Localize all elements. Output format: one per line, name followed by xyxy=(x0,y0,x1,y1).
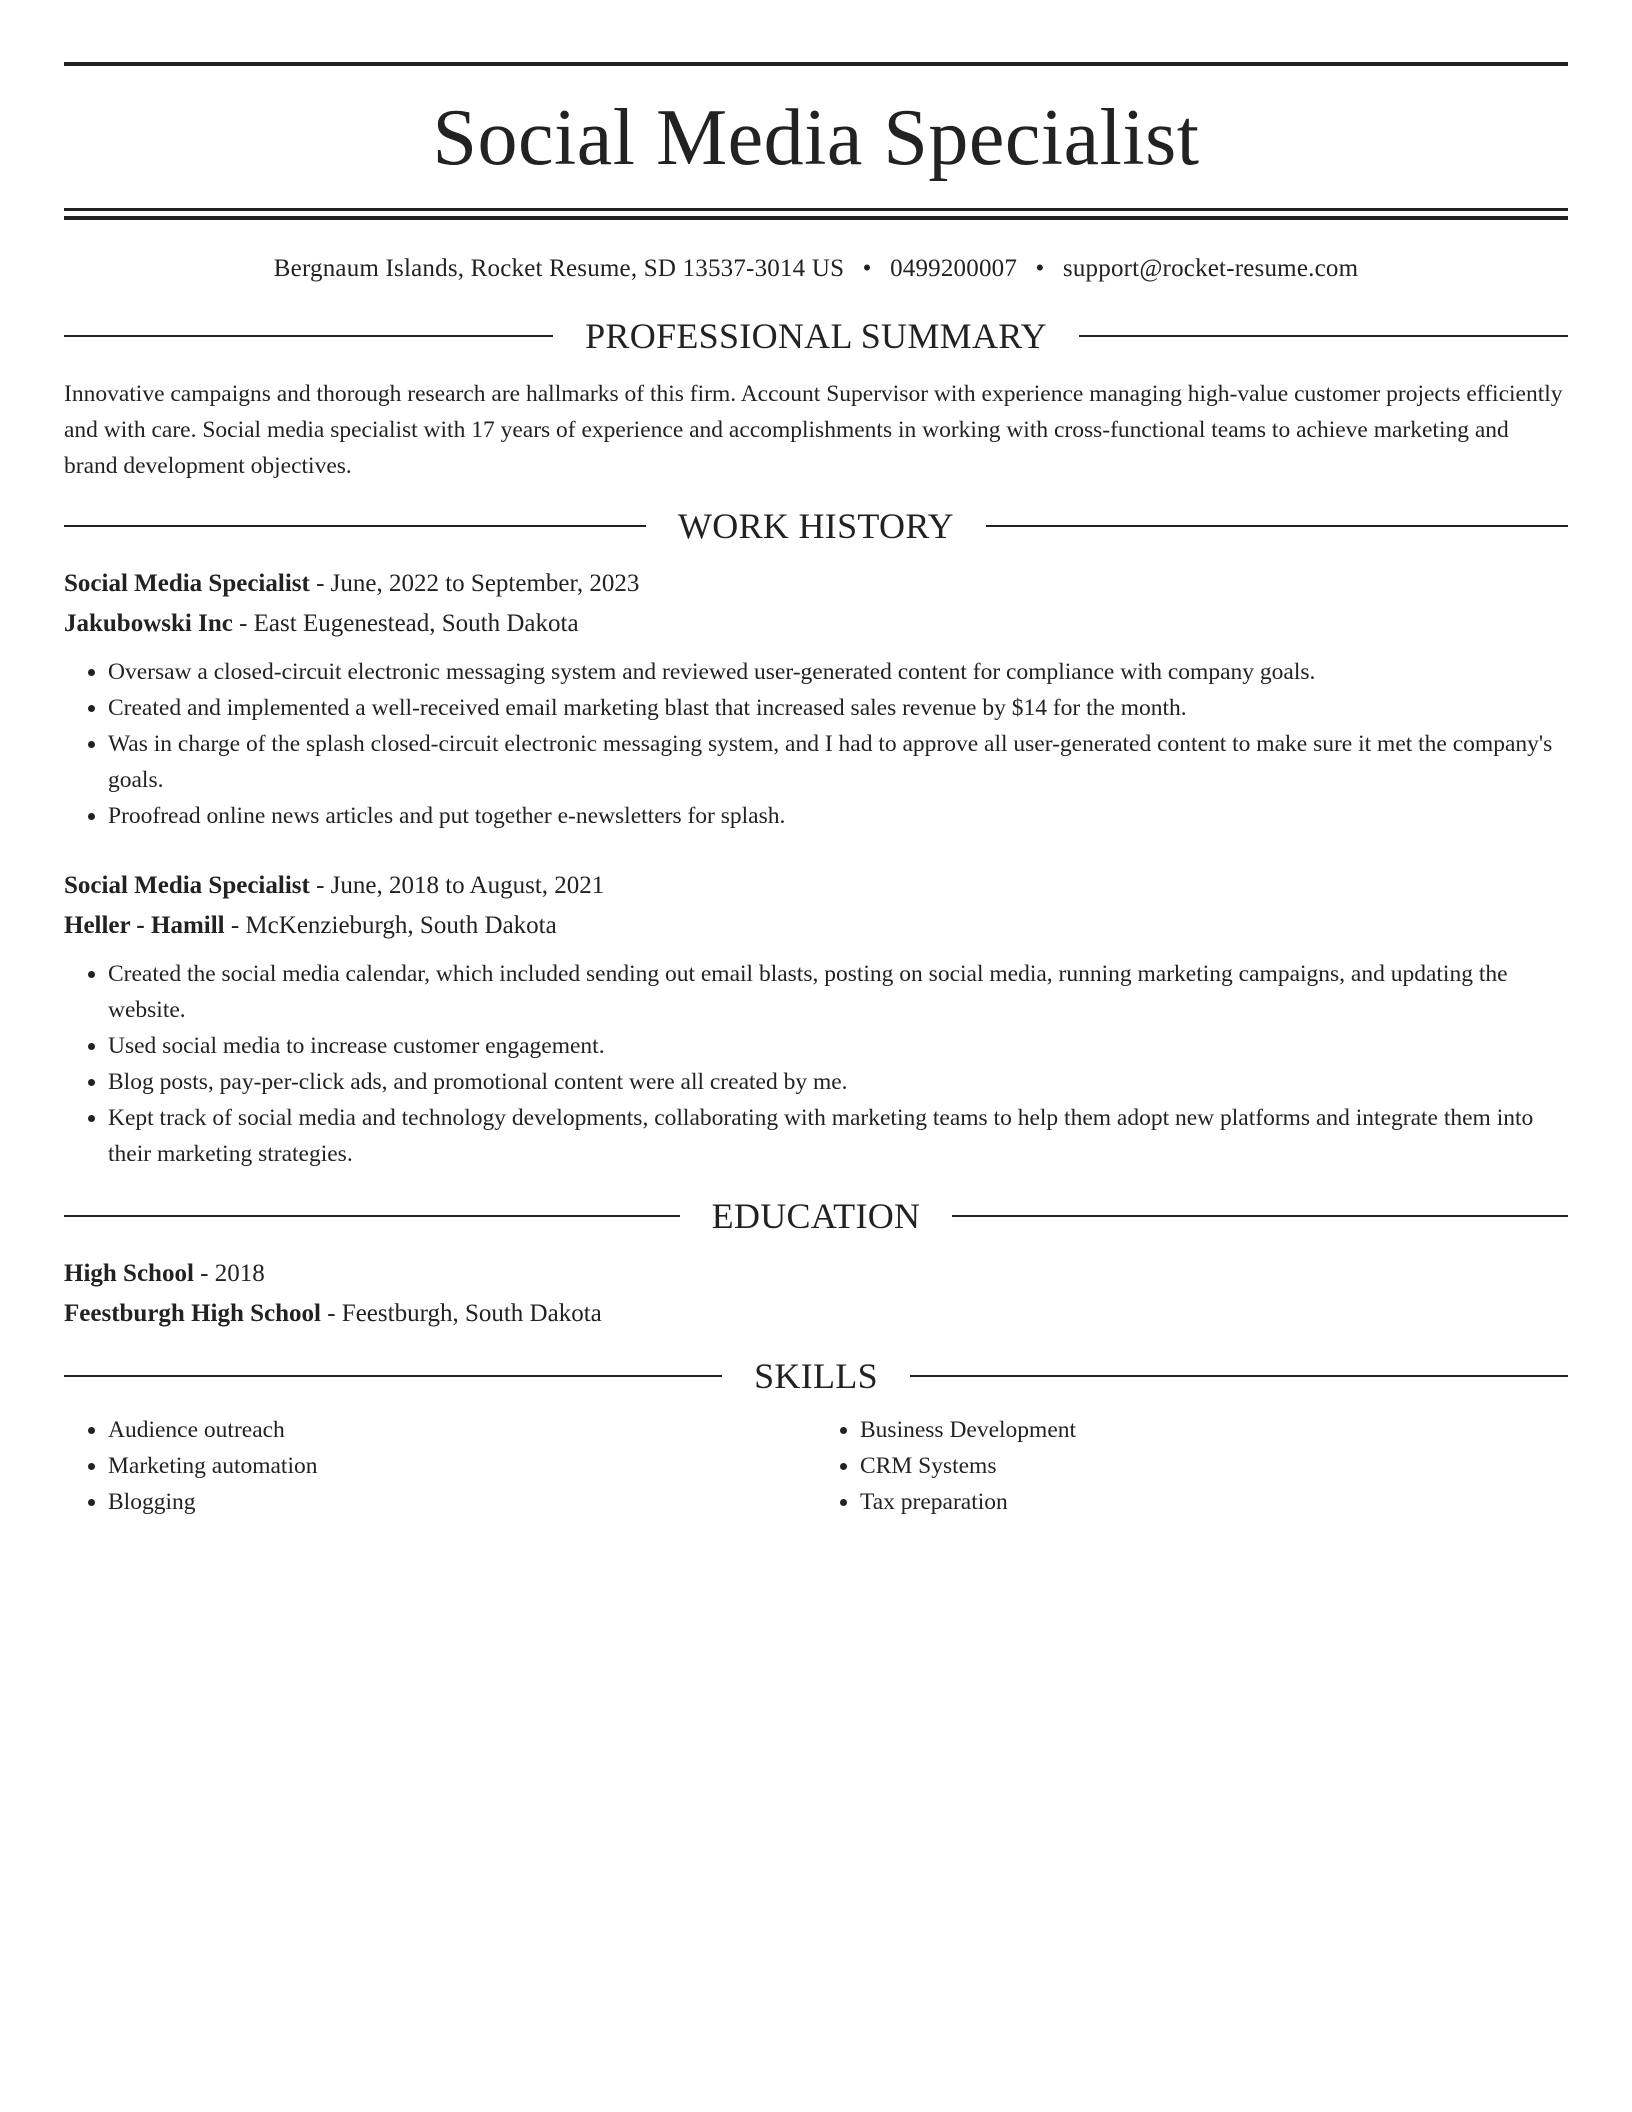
education-heading xyxy=(64,1186,1568,1246)
job-dates: - June, 2018 to August, 2021 xyxy=(309,872,605,899)
job-company: Heller - Hamill xyxy=(64,912,225,939)
job-company: Jakubowski Inc xyxy=(64,610,233,637)
job-bullet: • Blog posts, pay-per-click ads, and promotional content were all created by me. xyxy=(108,1064,1568,1100)
skills-column-right xyxy=(816,1412,1568,1520)
education-degree-line xyxy=(64,1254,1568,1294)
skills-heading xyxy=(64,1346,1568,1406)
job-company-line xyxy=(64,604,1568,644)
job-bullets xyxy=(64,956,1568,1172)
job-location: - McKenzieburgh, South Dakota xyxy=(224,912,557,939)
work-history-heading xyxy=(64,496,1568,556)
contact-separator: • xyxy=(862,255,872,282)
education-degree: High School xyxy=(64,1260,194,1287)
summary-heading xyxy=(64,306,1568,366)
top-divider xyxy=(64,62,1568,66)
summary-heading-label: PROFESSIONAL SUMMARY xyxy=(585,316,1047,356)
contact-email[interactable]: support@rocket-resume.com xyxy=(1062,255,1359,282)
skills-column-left xyxy=(64,1412,816,1520)
job-title-line xyxy=(64,866,1568,906)
resume-page xyxy=(64,62,1568,1520)
skill-item: • Tax preparation xyxy=(860,1484,1568,1520)
skills-heading-label: SKILLS xyxy=(754,1356,878,1396)
job-title-line xyxy=(64,564,1568,604)
contact-line xyxy=(64,254,1568,284)
job-title: Social Media Specialist xyxy=(64,570,310,597)
education-school-line xyxy=(64,1294,1568,1334)
contact-address: Bergnaum Islands, Rocket Resume, SD 13537-3014 US xyxy=(273,255,845,282)
job-bullet: • Proofread online news articles and put together e-newsletters for splash. xyxy=(108,798,1568,834)
skill-item: • Audience outreach xyxy=(108,1412,816,1448)
contact-phone: 0499200007 xyxy=(890,255,1018,282)
contact-separator: • xyxy=(1035,255,1045,282)
job-bullet: • Created and implemented a well-received email marketing blast that increased sales revenue by $14 for the month. xyxy=(108,690,1568,726)
job-location: - East Eugenestead, South Dakota xyxy=(232,610,579,637)
job-bullet: • Was in charge of the splash closed-circuit electronic messaging system, and I had to approve all user-generated content to make sure it met the company's goals. xyxy=(108,726,1568,798)
skill-item: • Marketing automation xyxy=(108,1448,816,1484)
summary-text: Innovative campaigns and thorough research are hallmarks of this firm. Account Supervisor with experience managing high-value customer projects efficiently and with care. Social media specialist with 17 years of experience and accomplishments in working with cross-functional teams to achieve marketing and brand development objectives. xyxy=(64,381,1563,479)
job-bullet: • Oversaw a closed-circuit electronic messaging system and reviewed user-generated content for compliance with company goals. xyxy=(108,654,1568,690)
skill-item: • Business Development xyxy=(860,1412,1568,1448)
job-title: Social Media Specialist xyxy=(64,872,310,899)
education-location: - Feestburgh, South Dakota xyxy=(320,1300,602,1327)
skills-list xyxy=(64,1412,1568,1520)
page-title: Social Media Specialist xyxy=(432,94,1200,182)
job-entry xyxy=(64,866,1568,1172)
job-bullets xyxy=(64,654,1568,834)
education-entry xyxy=(64,1254,1568,1334)
education-year: - 2018 xyxy=(193,1260,265,1287)
job-company-line xyxy=(64,906,1568,946)
skill-item: • Blogging xyxy=(108,1484,816,1520)
job-bullet: • Used social media to increase customer engagement. xyxy=(108,1028,1568,1064)
education-heading-label: EDUCATION xyxy=(711,1196,921,1236)
job-bullet: • Created the social media calendar, which included sending out email blasts, posting on social media, running marketing campaigns, and updating the website. xyxy=(108,956,1568,1028)
skill-item: • CRM Systems xyxy=(860,1448,1568,1484)
work-history-heading-label: WORK HISTORY xyxy=(678,506,954,546)
job-bullet: • Kept track of social media and technology developments, collaborating with marketing teams to help them adopt new platforms and integrate them into their marketing strategies. xyxy=(108,1100,1568,1172)
education-school: Feestburgh High School xyxy=(64,1300,321,1327)
job-dates: - June, 2022 to September, 2023 xyxy=(309,570,640,597)
title-double-divider xyxy=(64,208,1568,220)
job-entry xyxy=(64,564,1568,834)
